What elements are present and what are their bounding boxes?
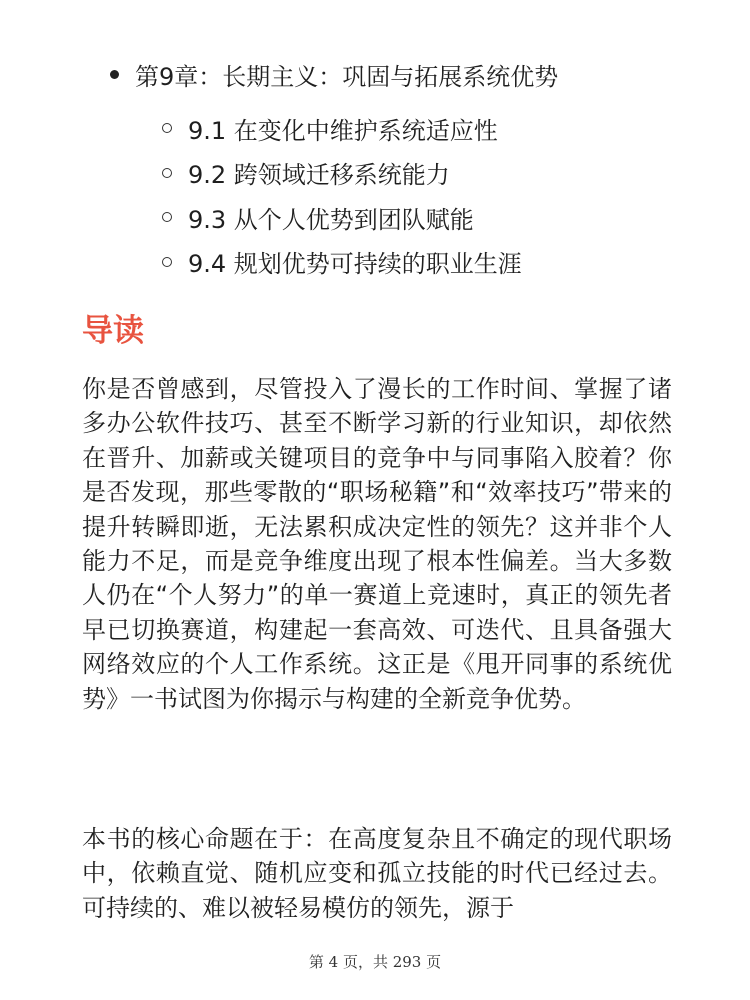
page-number-footer: 第 4 页，共 293 页 (308, 953, 442, 971)
section-list (162, 106, 722, 284)
bullet-circle-icon (162, 123, 172, 133)
chapter-list-item (110, 52, 710, 96)
body-paragraph: 你是否曾感到，尽管投入了漫长的工作时间、掌握了诸多办公软件技巧、甚至不断学习新的行业知识，却依然在晋升、加薪或关键项目的竞争中与同事陷入胶着？你是否发现，那些零散的“职场秘籍”和“效率技巧”带来的提升转瞬即逝，无法累积成决定性的领先？这并非个人能力不足，而是竞争维度出现了根本性偏差。当大多数人仍在“个人努力”的单一赛道上竞速时，真正的领先者早已切换赛道，构建起一套高效、可迭代、且具备强大网络效应的个人工作系统。这正是《甩开同事的系统优势》一书试图为你揭示与构建的全新竞争优势。 (82, 375, 672, 713)
section-title: 9.1 在变化中维护系统适应性 (188, 116, 498, 145)
section-title: 9.2 跨领域迁移系统能力 (188, 161, 450, 190)
chapter-list (110, 52, 710, 96)
section-list-item (162, 106, 722, 151)
chapter-title: 第9章：长期主义：巩固与拓展系统优势 (135, 62, 559, 91)
section-list-item (162, 195, 722, 240)
section-list-item (162, 151, 722, 196)
section-title: 9.3 从个人优势到团队赋能 (188, 205, 474, 234)
section-heading: 导读 (82, 313, 144, 349)
bullet-disc-icon (110, 70, 119, 79)
section-title: 9.4 规划优势可持续的职业生涯 (188, 250, 522, 279)
section-list-item (162, 240, 722, 285)
bullet-circle-icon (162, 212, 172, 222)
bullet-circle-icon (162, 168, 172, 178)
bullet-circle-icon (162, 257, 172, 267)
body-paragraph: 本书的核心命题在于：在高度复杂且不确定的现代职场中，依赖直觉、随机应变和孤立技能的时代已经过去。可持续的、难以被轻易模仿的领先，源于 (82, 825, 672, 922)
